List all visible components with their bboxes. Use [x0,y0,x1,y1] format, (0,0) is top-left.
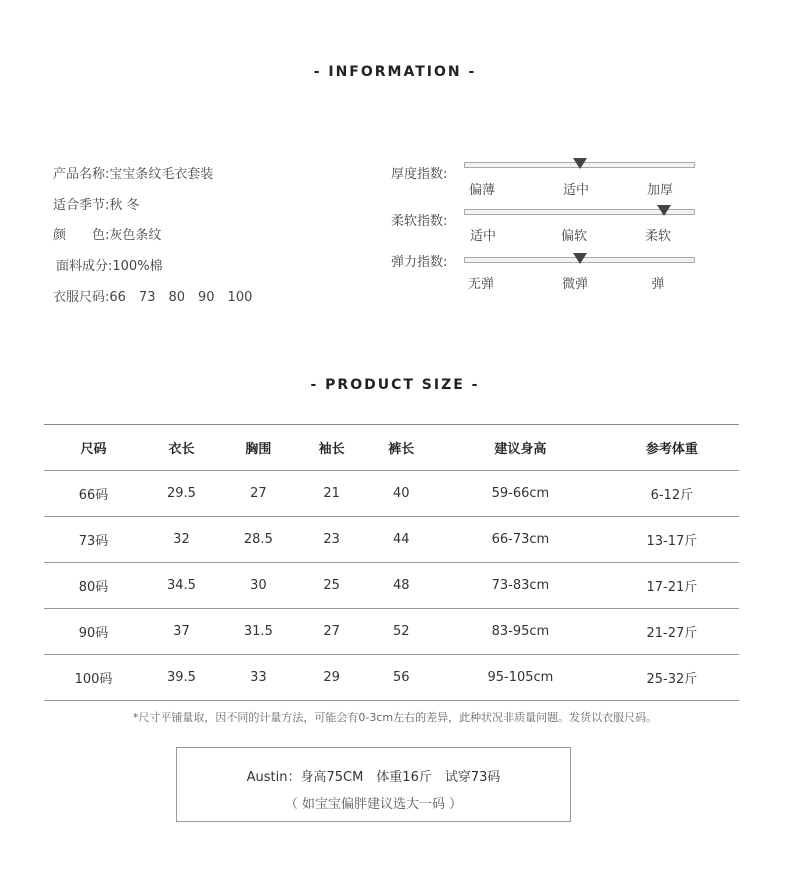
softness-index-marker [657,205,671,216]
table-cell: 30 [220,563,297,609]
thickness-index-marker [573,158,587,169]
table-header-row [44,425,739,471]
model-advice-line: （ 如宝宝偏胖建议选大一码 ） [284,797,463,812]
elasticity-tick-mid: 微弹 [561,277,588,292]
table-cell: 52 [366,609,436,655]
table-cell: 40 [366,471,436,517]
info-value: 100%棉 [112,259,163,274]
info-value: 宝宝条纹毛衣套装 [109,167,214,182]
table-cell: 25-32斤 [605,655,739,701]
table-cell: 37 [143,609,220,655]
table-cell: 73-83cm [436,563,605,609]
info-value: 66 73 80 90 100 [109,290,253,305]
table-cell: 31.5 [220,609,297,655]
softness-tick-high: 柔软 [644,229,671,244]
table-cell: 6-12斤 [605,471,739,517]
table-cell: 73码 [44,517,143,563]
header-height: 建议身高 [436,425,605,471]
softness-index-label: 柔软指数: [391,214,448,229]
table-cell: 27 [220,471,297,517]
table-cell: 21-27斤 [605,609,739,655]
elasticity-index-marker [573,253,587,264]
table-cell: 80码 [44,563,143,609]
header-weight: 参考体重 [605,425,739,471]
elasticity-index-label: 弹力指数: [391,255,448,270]
elasticity-tick-high: 弹 [651,277,665,292]
info-value: 灰色条纹 [109,228,162,243]
table-cell: 59-66cm [436,471,605,517]
table-cell: 100码 [44,655,143,701]
table-cell: 32 [143,517,220,563]
size-table [44,424,739,701]
product-size-title: - PRODUCT SIZE - [310,377,480,393]
info-row-color [53,224,161,243]
table-cell: 21 [297,471,367,517]
softness-tick-mid: 偏软 [560,229,587,244]
table-cell: 27 [297,609,367,655]
softness-index-bar [464,209,695,215]
information-title: - INFORMATION - [313,64,477,80]
table-cell: 39.5 [143,655,220,701]
table-cell: 48 [366,563,436,609]
table-cell: 29.5 [143,471,220,517]
info-label: 产品名称: [53,167,110,182]
table-cell: 33 [220,655,297,701]
table-row [44,563,739,609]
header-chest: 胸围 [220,425,297,471]
thickness-index-label: 厚度指数: [391,167,448,182]
info-label: 衣服尺码: [53,290,110,305]
info-value: 秋 冬 [109,198,140,213]
table-row [44,517,739,563]
table-cell: 25 [297,563,367,609]
thickness-index-bar [464,162,695,168]
table-cell: 13-17斤 [605,517,739,563]
elasticity-index-bar [464,257,695,263]
header-pants: 裤长 [366,425,436,471]
info-label: 适合季节: [53,198,110,213]
table-cell: 56 [366,655,436,701]
table-cell: 34.5 [143,563,220,609]
table-cell: 29 [297,655,367,701]
thickness-tick-high: 加厚 [646,183,673,198]
elasticity-tick-low: 无弹 [467,277,494,292]
table-cell: 66码 [44,471,143,517]
model-info-line: Austin：身高75CM 体重16斤 试穿73码 [246,770,501,785]
thickness-tick-mid: 适中 [562,183,589,198]
info-row-fabric [56,255,163,274]
table-cell: 90码 [44,609,143,655]
table-cell: 83-95cm [436,609,605,655]
table-row [44,655,739,701]
table-cell: 66-73cm [436,517,605,563]
table-cell: 23 [297,517,367,563]
table-row [44,471,739,517]
info-row-sizes [53,286,252,305]
table-row [44,609,739,655]
table-cell: 17-21斤 [605,563,739,609]
measurement-note: *尺寸平铺量取，因不同的计量方法，可能会有0-3cm左右的差异，此种状况非质量问题。发货以衣服尺码。 [132,711,658,724]
table-cell: 28.5 [220,517,297,563]
header-length: 衣长 [143,425,220,471]
info-row-product-name [53,163,213,182]
thickness-tick-low: 偏薄 [468,183,495,198]
table-cell: 44 [366,517,436,563]
header-sleeve: 袖长 [297,425,367,471]
header-size: 尺码 [44,425,143,471]
info-label: 颜 色: [53,228,110,243]
info-row-season [53,194,140,213]
table-cell: 95-105cm [436,655,605,701]
softness-tick-low: 适中 [469,229,496,244]
info-label: 面料成分: [56,259,113,274]
model-info-box [176,747,571,822]
